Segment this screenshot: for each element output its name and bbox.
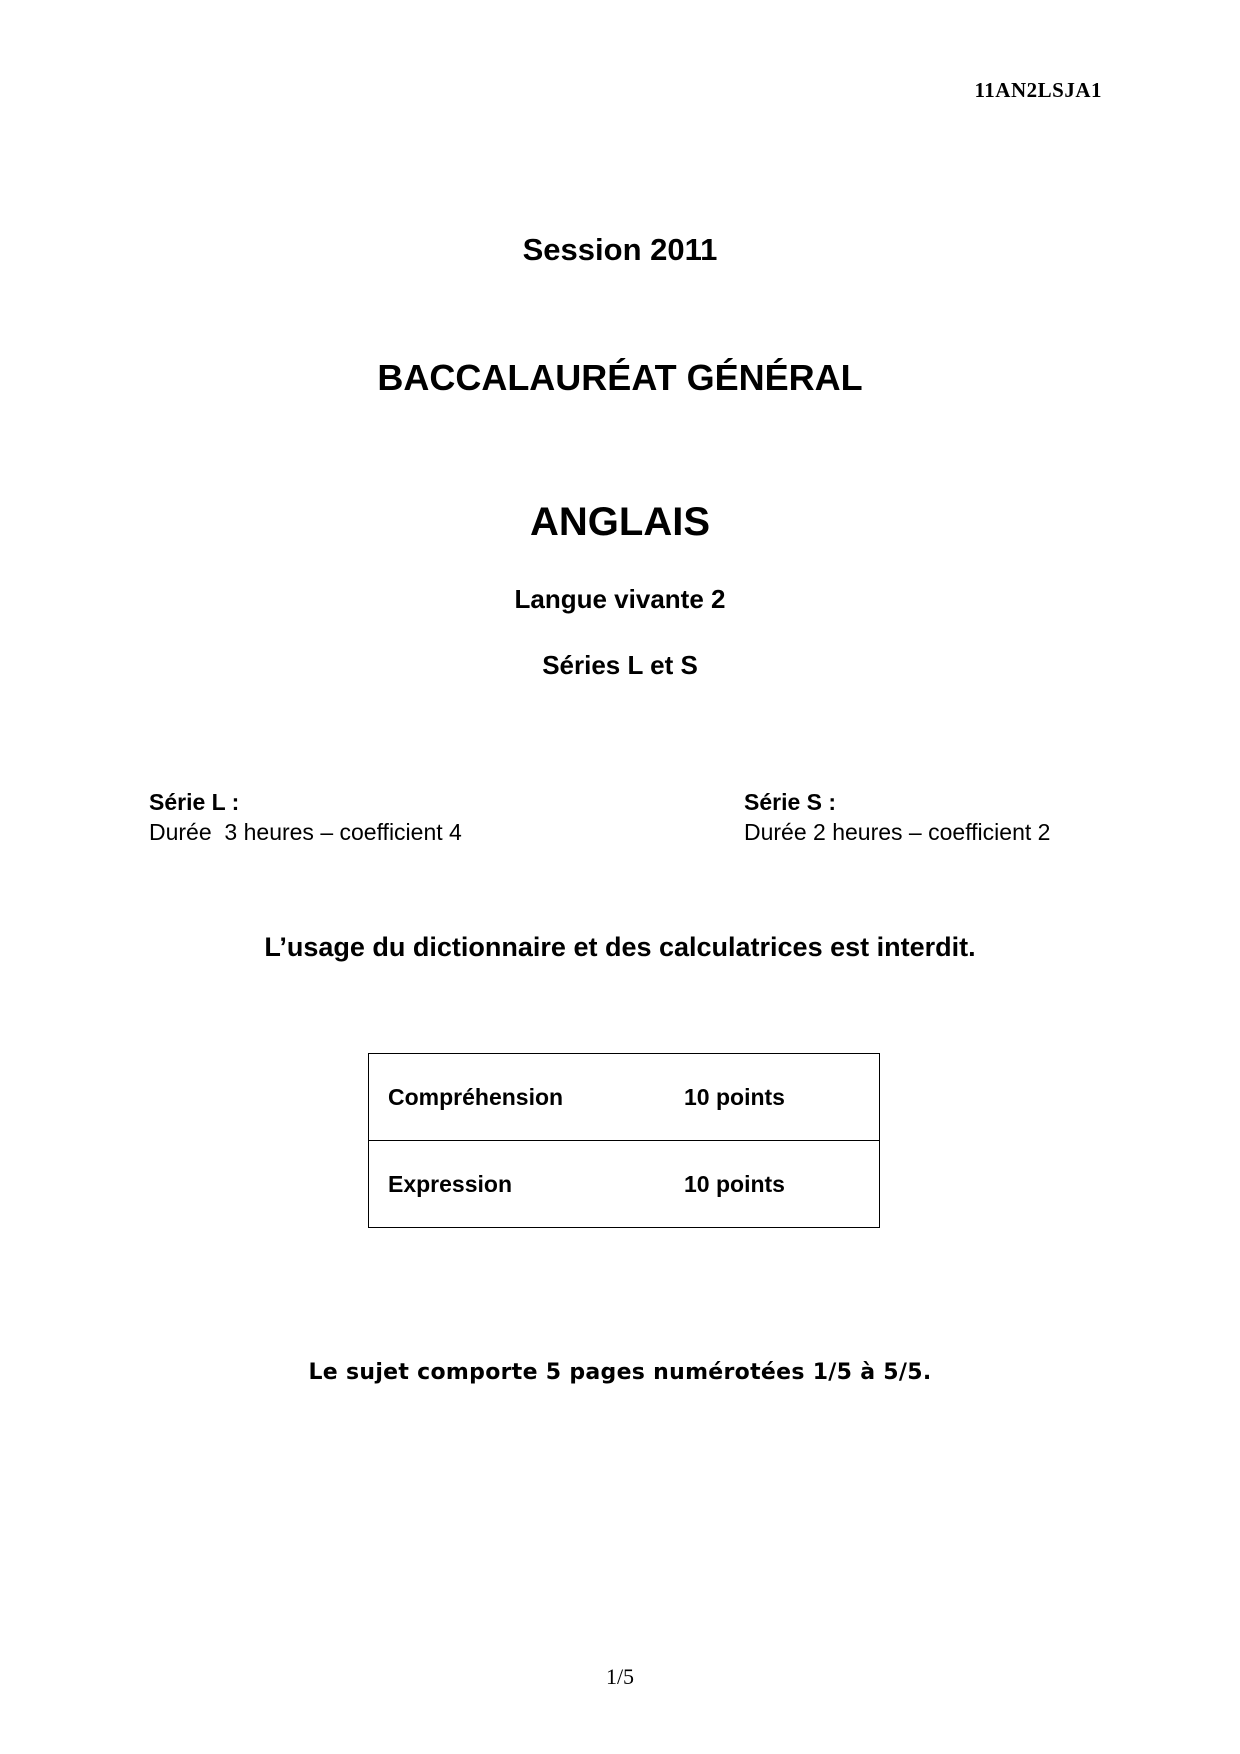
series-line: Séries L et S: [542, 650, 698, 680]
score-points: 10 points: [684, 1054, 880, 1141]
serie-s-block: [744, 787, 1050, 847]
language-level: Langue vivante 2: [514, 584, 726, 614]
serie-s-title: Série S :: [744, 789, 837, 815]
page-number: 1/5: [605, 1664, 635, 1689]
score-part: Compréhension: [369, 1054, 685, 1141]
document-code: 11AN2LSJA1: [974, 78, 1102, 102]
exam-title: BACCALAURÉAT GÉNÉRAL: [377, 357, 863, 398]
serie-l-block: [149, 787, 462, 847]
score-table: [368, 1053, 880, 1228]
serie-l-title: Série L :: [149, 789, 240, 815]
session-heading: Session 2011: [522, 232, 718, 267]
serie-s-duration: Durée 2 heures – coefficient 2: [744, 819, 1051, 845]
page-count-notice: Le sujet comporte 5 pages numérotées 1/5 à 5/5.: [308, 1360, 932, 1385]
serie-l-duration: Durée 3 heures – coefficient 4: [149, 819, 462, 845]
table-row: [369, 1054, 880, 1141]
score-part: Expression: [369, 1141, 685, 1228]
table-row: [369, 1141, 880, 1228]
score-points: 10 points: [684, 1141, 880, 1228]
subject-title: ANGLAIS: [530, 500, 710, 544]
usage-rule: L’usage du dictionnaire et des calculatrices est interdit.: [264, 932, 976, 962]
